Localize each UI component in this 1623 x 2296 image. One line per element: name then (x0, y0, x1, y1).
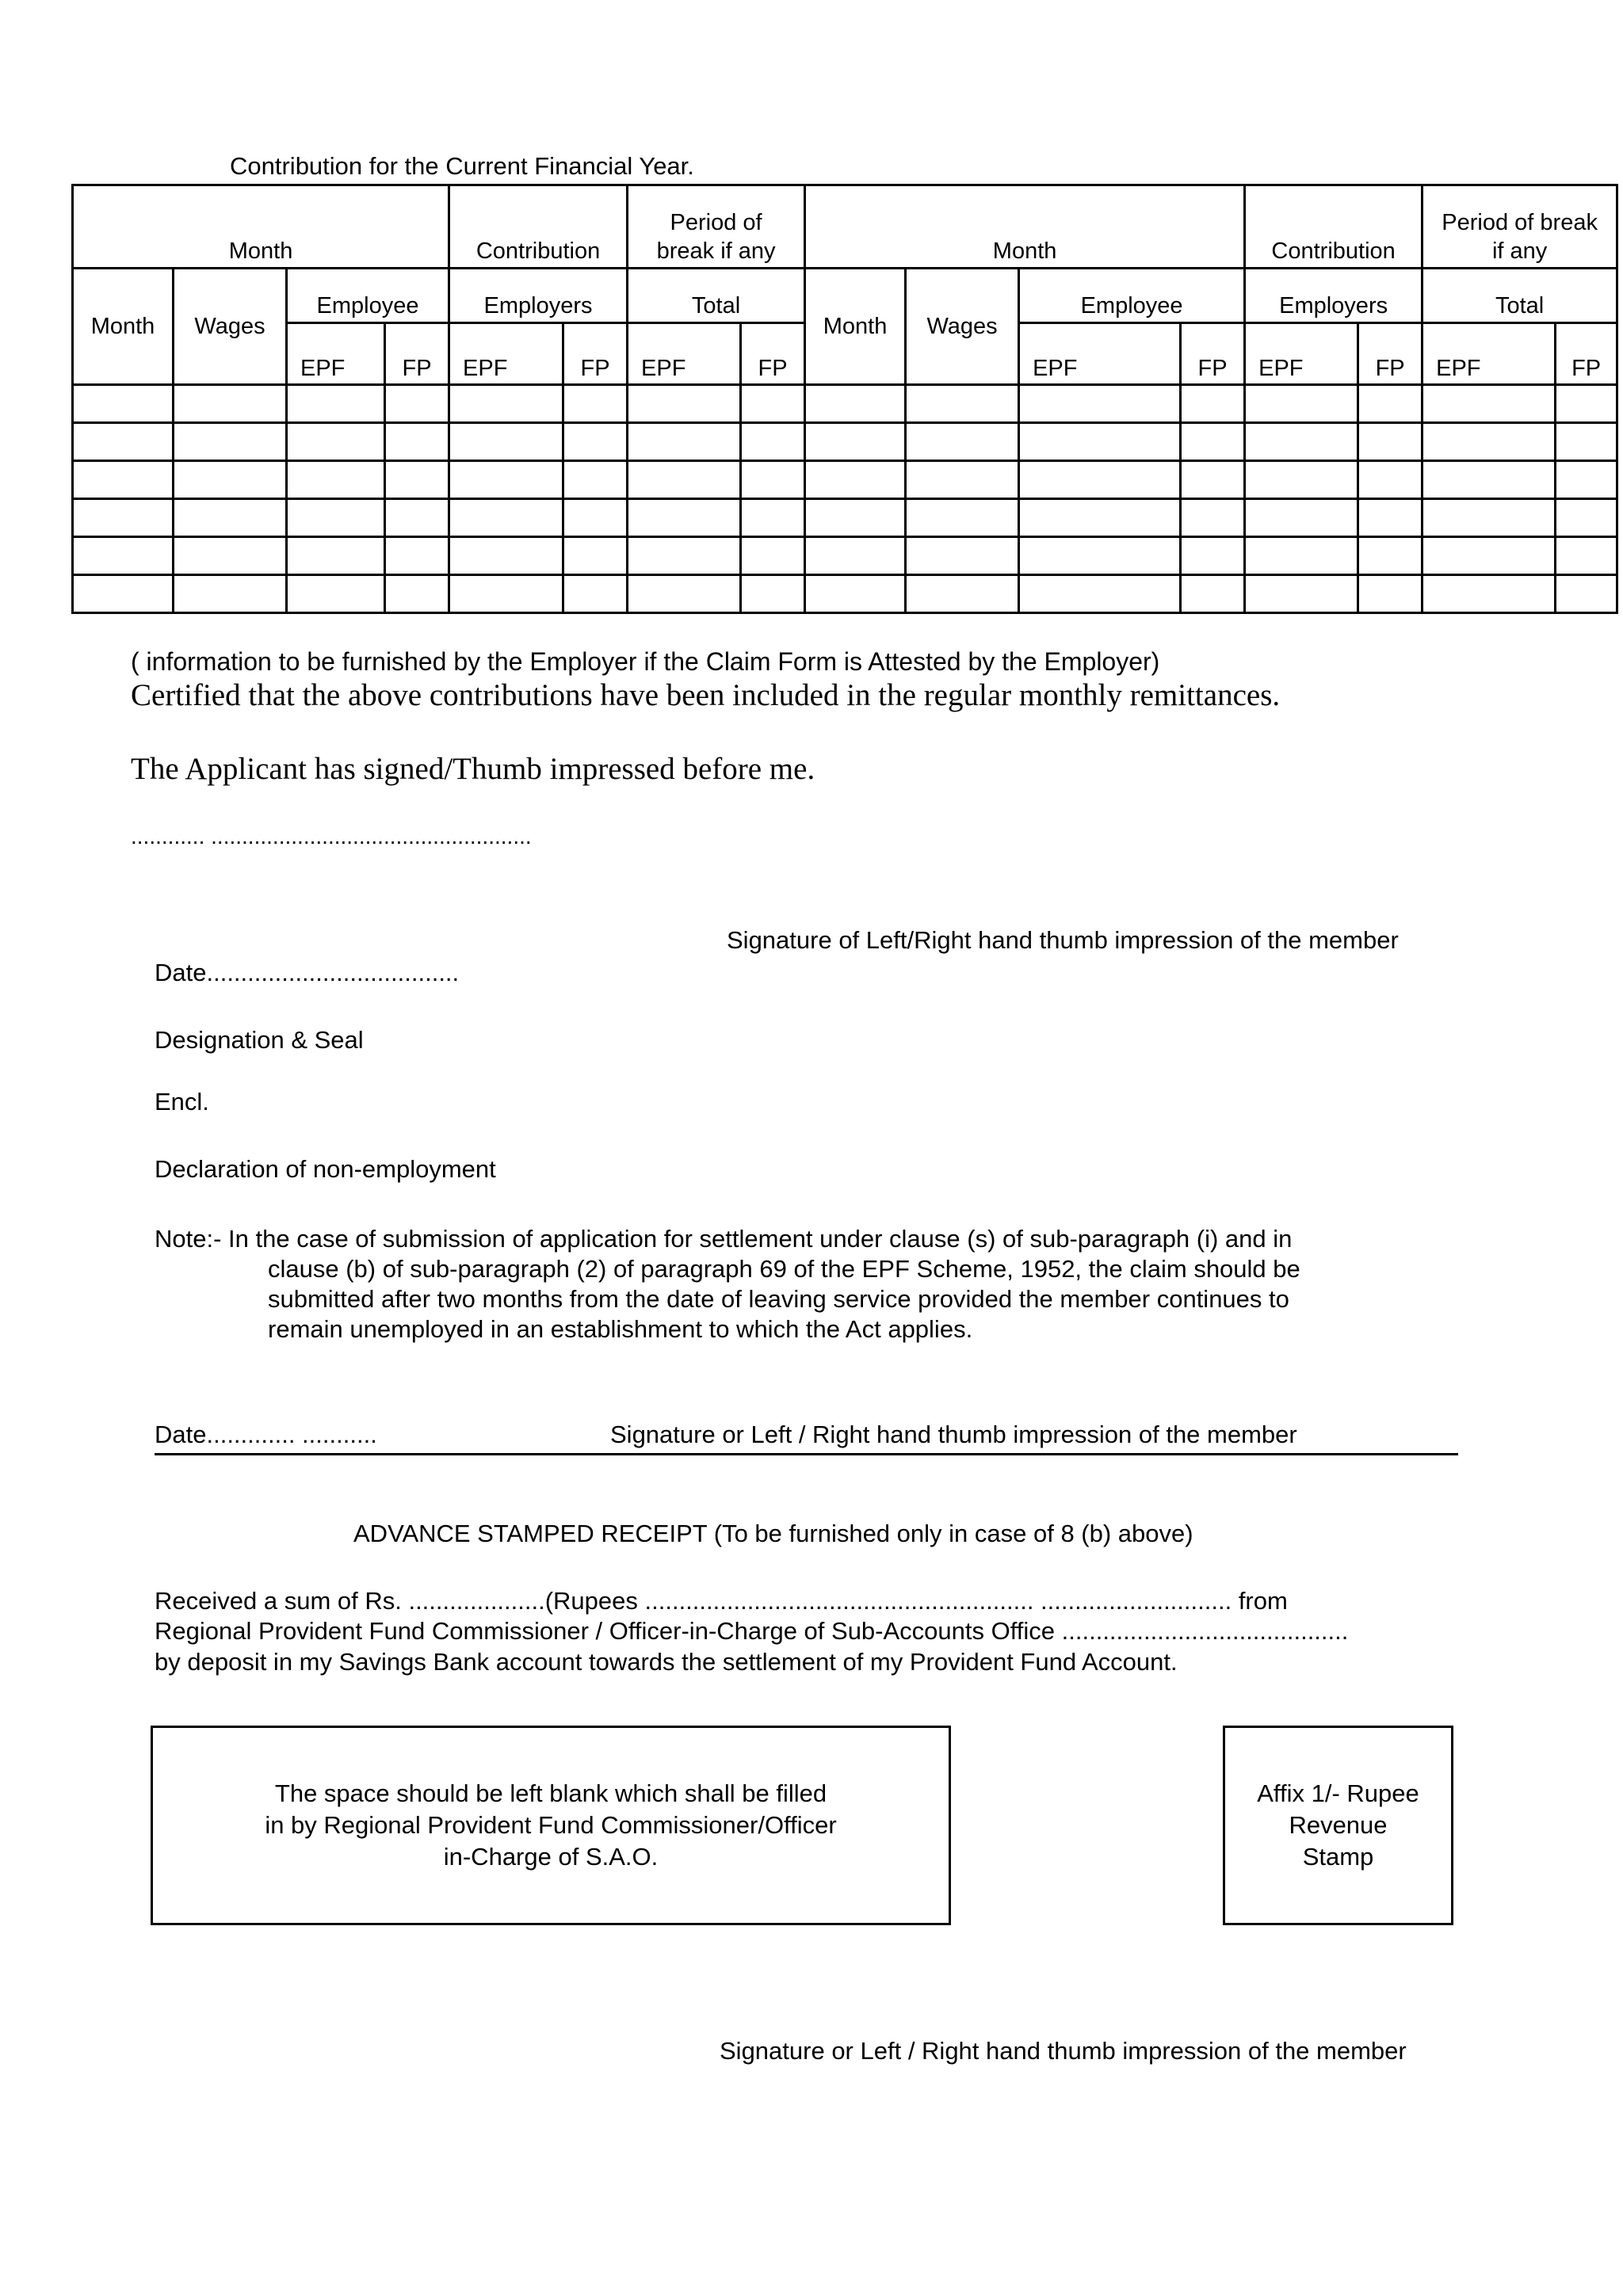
table-cell[interactable] (628, 575, 741, 613)
table-cell[interactable] (174, 461, 287, 499)
table-cell[interactable] (628, 385, 741, 423)
table-cell[interactable] (1556, 499, 1617, 537)
header-total-left: Total (628, 269, 805, 323)
table-cell[interactable] (174, 423, 287, 461)
table-cell[interactable] (1423, 575, 1556, 613)
table-cell[interactable] (174, 537, 287, 575)
table-cell[interactable] (73, 461, 174, 499)
receipt-title: ADVANCE STAMPED RECEIPT (To be furnished only in case of 8 (b) above) (353, 1520, 1193, 1547)
table-cell[interactable] (1181, 499, 1245, 537)
blank-space-box: The space should be left blank which shall be filled in by Regional Provident Fund Commissioner/Officer in-Charge of S.A.O. (151, 1726, 951, 1925)
table-cell[interactable] (563, 499, 628, 537)
table-cell[interactable] (1423, 385, 1556, 423)
table-cell[interactable] (906, 499, 1019, 537)
table-cell[interactable] (73, 385, 174, 423)
table-cell[interactable] (174, 385, 287, 423)
table-cell[interactable] (1245, 385, 1358, 423)
table-cell[interactable] (1019, 423, 1181, 461)
table-cell[interactable] (287, 575, 385, 613)
table-cell[interactable] (449, 499, 563, 537)
table-cell[interactable] (563, 385, 628, 423)
date-line-2: Date............. ........... (155, 1421, 377, 1448)
table-cell[interactable] (805, 461, 906, 499)
header-fp: FP (563, 323, 628, 385)
table-cell[interactable] (1358, 461, 1423, 499)
table-cell[interactable] (1358, 499, 1423, 537)
header-employee-right: Employee (1019, 269, 1245, 323)
table-cell[interactable] (1556, 423, 1617, 461)
table-cell[interactable] (1556, 537, 1617, 575)
table-cell[interactable] (1245, 423, 1358, 461)
note-line-3: submitted after two months from the date of leaving service provided the member continues to (268, 1285, 1289, 1313)
designation-seal: Designation & Seal (155, 1026, 364, 1054)
header-month-right-sub: Month (805, 269, 906, 385)
table-cell[interactable] (1181, 461, 1245, 499)
receipt-line-3: by deposit in my Savings Bank account towards the settlement of my Provident Fund Account. (155, 1648, 1178, 1676)
table-cell[interactable] (1358, 575, 1423, 613)
header-month-left: Month (73, 185, 449, 269)
table-cell[interactable] (385, 423, 449, 461)
table-top-header-row (73, 185, 1617, 269)
header-contribution-right: Contribution (1245, 185, 1423, 269)
revenue-stamp-box: Affix 1/- Rupee Revenue Stamp (1223, 1726, 1453, 1925)
table-cell[interactable] (805, 499, 906, 537)
table-cell[interactable] (805, 423, 906, 461)
table-cell[interactable] (1423, 499, 1556, 537)
note-line-2: clause (b) of sub-paragraph (2) of paragraph 69 of the EPF Scheme, 1952, the claim should be (268, 1255, 1300, 1283)
table-cell[interactable] (73, 499, 174, 537)
signature-member-2: Signature or Left / Right hand thumb impression of the member (610, 1421, 1297, 1448)
table-cell[interactable] (1019, 499, 1181, 537)
date-line-1: Date..................................... (155, 959, 460, 986)
contribution-table (71, 184, 1618, 614)
table-cell[interactable] (906, 537, 1019, 575)
table-cell[interactable] (563, 461, 628, 499)
header-epf: EPF (1019, 323, 1181, 385)
table-cell[interactable] (1181, 575, 1245, 613)
table-cell[interactable] (628, 499, 741, 537)
declaration-non-employment: Declaration of non-employment (155, 1155, 496, 1183)
table-cell[interactable] (1245, 575, 1358, 613)
table-row (73, 385, 1617, 423)
header-wages-right: Wages (906, 269, 1019, 385)
header-month-right: Month (805, 185, 1245, 269)
header-fp: FP (1556, 323, 1617, 385)
table-cell[interactable] (385, 385, 449, 423)
table-cell[interactable] (906, 423, 1019, 461)
table-cell[interactable] (906, 575, 1019, 613)
header-employers-left: Employers (449, 269, 628, 323)
table-cell[interactable] (1019, 385, 1181, 423)
table-cell[interactable] (449, 423, 563, 461)
table-cell[interactable] (741, 461, 805, 499)
header-fp: FP (741, 323, 805, 385)
table-cell[interactable] (287, 461, 385, 499)
table-cell[interactable] (1019, 461, 1181, 499)
applicant-signed-text: The Applicant has signed/Thumb impressed before me. (131, 752, 815, 786)
header-epf: EPF (1423, 323, 1556, 385)
receipt-line-2: Regional Provident Fund Commissioner / Officer-in-Charge of Sub-Accounts Office .......................................... (155, 1617, 1349, 1645)
table-mid-header-row (73, 269, 1617, 323)
table-cell[interactable] (1358, 423, 1423, 461)
witness-dotted-line: ............ .................................................... (131, 824, 532, 849)
table-cell[interactable] (805, 537, 906, 575)
header-total-right: Total (1423, 269, 1617, 323)
table-cell[interactable] (385, 499, 449, 537)
table-cell[interactable] (174, 575, 287, 613)
table-cell[interactable] (1358, 537, 1423, 575)
table-row (73, 537, 1617, 575)
header-period-of-break-right: Period of break if any (1423, 185, 1617, 269)
table-cell[interactable] (174, 499, 287, 537)
table-cell[interactable] (1245, 461, 1358, 499)
table-cell[interactable] (906, 461, 1019, 499)
note-line-1: Note:- In the case of submission of application for settlement under clause (s) of sub-paragraph (i) and in (155, 1225, 1293, 1253)
table-cell[interactable] (628, 537, 741, 575)
table-row (73, 499, 1617, 537)
table-cell[interactable] (741, 537, 805, 575)
encl: Encl. (155, 1088, 209, 1116)
header-employers-right: Employers (1245, 269, 1423, 323)
table-cell[interactable] (1556, 385, 1617, 423)
signature-member-1: Signature of Left/Right hand thumb impression of the member (727, 926, 1399, 954)
table-cell[interactable] (741, 385, 805, 423)
header-employee-left: Employee (287, 269, 449, 323)
header-epf: EPF (449, 323, 563, 385)
table-cell[interactable] (1423, 537, 1556, 575)
table-cell[interactable] (628, 423, 741, 461)
signature-member-3: Signature or Left / Right hand thumb impression of the member (720, 2037, 1407, 2065)
table-cell[interactable] (449, 537, 563, 575)
table-cell[interactable] (287, 537, 385, 575)
table-cell[interactable] (1245, 537, 1358, 575)
table-cell[interactable] (1181, 385, 1245, 423)
table-cell[interactable] (1358, 385, 1423, 423)
table-cell[interactable] (1019, 537, 1181, 575)
table-row (73, 461, 1617, 499)
table-cell[interactable] (449, 385, 563, 423)
certified-text: Certified that the above contributions have been included in the regular monthly remittances. (131, 678, 1281, 712)
table-cell[interactable] (1245, 499, 1358, 537)
table-cell[interactable] (73, 575, 174, 613)
table-row (73, 575, 1617, 613)
header-fp: FP (385, 323, 449, 385)
table-cell[interactable] (1556, 461, 1617, 499)
header-month-left-sub: Month (73, 269, 174, 385)
header-fp: FP (1181, 323, 1245, 385)
table-cell[interactable] (1181, 423, 1245, 461)
header-period-of-break-left: Period of break if any (628, 185, 805, 269)
header-epf: EPF (287, 323, 385, 385)
table-cell[interactable] (73, 423, 174, 461)
table-cell[interactable] (385, 461, 449, 499)
signature-divider (155, 1453, 1458, 1455)
table-cell[interactable] (449, 575, 563, 613)
table-cell[interactable] (1019, 575, 1181, 613)
table-cell[interactable] (287, 385, 385, 423)
table-cell[interactable] (385, 537, 449, 575)
table-cell[interactable] (741, 423, 805, 461)
table-cell[interactable] (906, 385, 1019, 423)
table-cell[interactable] (563, 575, 628, 613)
table-cell[interactable] (1181, 537, 1245, 575)
table-cell[interactable] (1423, 423, 1556, 461)
header-epf: EPF (628, 323, 741, 385)
table-cell[interactable] (287, 423, 385, 461)
header-fp: FP (1358, 323, 1423, 385)
table-cell[interactable] (563, 537, 628, 575)
table-cell[interactable] (1423, 461, 1556, 499)
table-cell[interactable] (628, 461, 741, 499)
table-cell[interactable] (741, 575, 805, 613)
table-cell[interactable] (287, 499, 385, 537)
receipt-line-1: Received a sum of Rs. ....................(Rupees ......................................................... ............................ from (155, 1587, 1288, 1615)
table-cell[interactable] (805, 385, 906, 423)
employer-note: ( information to be furnished by the Employer if the Claim Form is Attested by the Employer) (131, 647, 1160, 676)
header-epf: EPF (1245, 323, 1358, 385)
table-caption: Contribution for the Current Financial Year. (230, 152, 694, 180)
table-row (73, 423, 1617, 461)
table-cell[interactable] (805, 575, 906, 613)
header-contribution-left: Contribution (449, 185, 628, 269)
table-cell[interactable] (741, 499, 805, 537)
note-line-4: remain unemployed in an establishment to which the Act applies. (268, 1315, 973, 1343)
table-cell[interactable] (449, 461, 563, 499)
table-cell[interactable] (563, 423, 628, 461)
header-wages-left: Wages (174, 269, 287, 385)
table-cell[interactable] (73, 537, 174, 575)
table-cell[interactable] (1556, 575, 1617, 613)
table-cell[interactable] (385, 575, 449, 613)
